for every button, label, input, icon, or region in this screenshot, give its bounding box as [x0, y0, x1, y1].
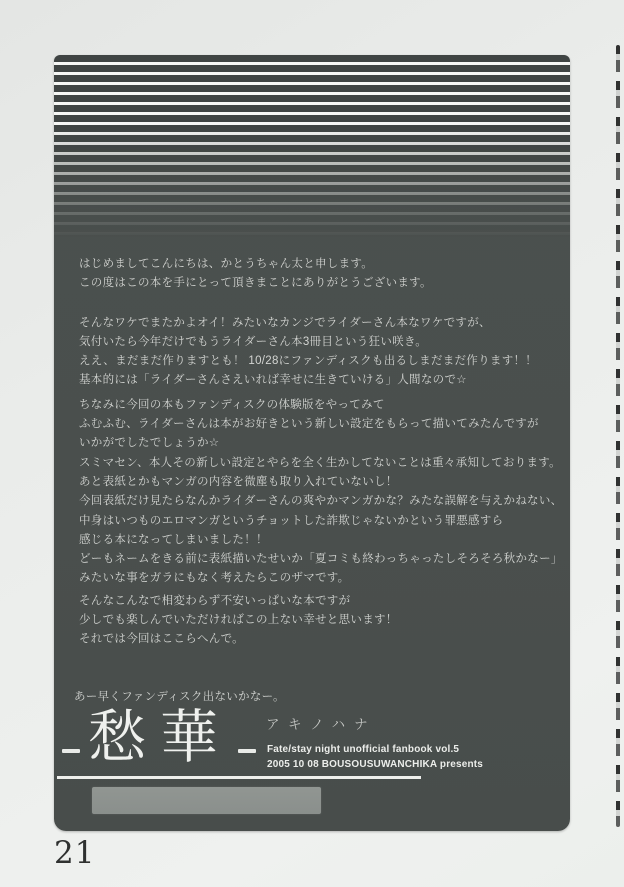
- text-line: 基本的には「ライダーさんさえいれば幸せに生きていける」人間なので☆: [79, 374, 467, 387]
- paragraph: [79, 255, 559, 294]
- title-dash-left: [62, 749, 80, 753]
- afterword-panel: [54, 55, 570, 831]
- stripes-decoration: [54, 55, 570, 240]
- text-line: ふむふむ、ライダーさんは本がお好きという新しい設定をもらって描いてみたんですが: [79, 418, 539, 431]
- text-line: ええ、まだまだ作りますとも！ 10/28にファンディスクも出るしまだまだ作ります！！: [79, 355, 538, 368]
- text-line: 感じる本になってしまいました！！: [79, 533, 268, 546]
- fanbook-credit-line1: Fate/stay night unofficial fanbook vol.5: [267, 743, 460, 755]
- redacted-box: [92, 787, 321, 814]
- title-reading: アキノハナ: [266, 717, 377, 733]
- paragraph: [79, 396, 563, 589]
- text-line: みたいな事をガラにもなく考えたらこのザマです。: [79, 572, 350, 585]
- text-line: どーもネームをきる前に表紙描いたせいか「夏コミも終わっちゃったしそろそろ秋かなー」: [79, 553, 563, 566]
- scan-edge-artifact: [616, 45, 620, 827]
- paragraph: [79, 592, 559, 650]
- text-line: それでは今回はここらへんで。: [79, 633, 244, 646]
- text-line: 今回表紙だけ見たらなんかライダーさんの爽やかマンガかな？みたな誤解を与えかねない、: [79, 495, 563, 508]
- text-line: そんなこんなで相変わらず不安いっぱいな本ですが: [79, 594, 351, 607]
- text-line: ちなみに今回の本もファンディスクの体験版をやってみて: [79, 398, 385, 411]
- fanbook-credit-line2: 2005 10 08 BOUSOUSUWANCHIKA presents: [267, 758, 484, 770]
- text-line: あと表紙とかもマンガの内容を微塵も取り入れていないし！: [79, 475, 398, 488]
- text-line: そんなワケでまたかよオイ！みたいなカンジでライダーさん本なワケですが、: [79, 316, 491, 329]
- afterword-text: [79, 255, 563, 650]
- text-line: はじめましてこんにちは、かとうちゃん太と申します。: [79, 258, 374, 270]
- page-number: 21: [54, 835, 96, 871]
- closing-line: あー早くファンディスク出ないかなー。: [74, 691, 285, 703]
- text-line: この度はこの本を手にとって頂きまことにありがとうございます。: [79, 277, 432, 290]
- text-line: 少しでも楽しんでいただければこの上ない幸せと思います！: [79, 614, 398, 627]
- title-dash-right: [238, 749, 256, 753]
- text-line: いかがでしたでしょうか☆: [79, 437, 220, 450]
- paragraph: [79, 314, 559, 391]
- text-line: 気付いたら今年だけでもうライダーさん本3冊目という狂い咲き。: [79, 335, 428, 348]
- text-line: スミマセン、本人その新しい設定とやらを全く生かしてないことは重々承知しております。: [79, 456, 561, 469]
- title-underline: [57, 776, 421, 779]
- text-line: 中身はいつものエロマンガというチョットした詐欺じゃないかという罪悪感すら: [79, 514, 504, 527]
- book-title: 愁華: [88, 703, 233, 771]
